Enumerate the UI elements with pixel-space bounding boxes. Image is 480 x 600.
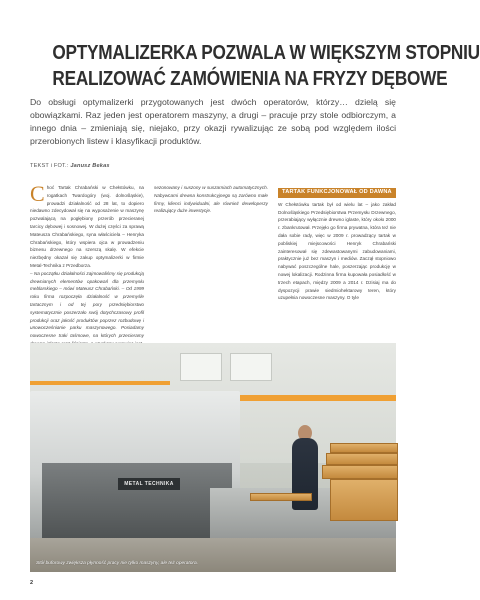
article-title — [52, 40, 480, 92]
byline — [30, 163, 110, 169]
byline-label: TEKST i FOT.: — [30, 163, 69, 169]
photo-crane-beam — [30, 381, 170, 385]
photo-wood-stack — [330, 479, 398, 521]
title-line-1: OPTYMALIZERKA POZWALA W WIĘKSZYM STOPNIU — [52, 41, 480, 64]
quote-paragraph: – Na początku działalności zajmowaliśmy się produkcją drewnianych elementów opakowań dla przemysłu meblarskiego – mówi Mateusz Chrabański. – Od 1999 roku firma rozpoczęła działalność w przemyśle tartacznym i od tej pory przedsiębiorstwo systematycznie poszerzało swój dotychczasowy profil produkcji oraz jakość produktów poprzez rozbudowę i unowocześnianie parku maszynowego. Posiadamy nowoczesne traki taśmowe, na których przecieramy — [30, 270, 144, 339]
paragraph: W Chełstówku tartak był od wielu lat – jako zakład Dolnośląskiego Przedsiębiorstwa Przemysłu Drzewnego, przerabiający wyłącznie drewno iglaste, który około 2000 r. zbankrutował. Przejęło go firma prywatna, która też nie dała sobie rady, więc w 2009 r. prowadzący tartak w pobliskiej miejscowości Henryk Chrabański zainteresował się zdewastowanymi zabudowaniami, praktycznie już bez maszyn i mediów. Zaczął stopniowo nabywać poszczególne hale, poszerzając produkcję w nowej lokalizacji. Rodzinna firma kupowała posiadłość w trzech etapach, między 2009 a 2014 r. Dzisiaj ma do dyspozycji prawie siedmiohektarowy teren, który uzupełnia nowoczesne maszyny. O tyle — [278, 201, 396, 301]
photo-wood-plank — [326, 453, 398, 465]
machine-logo: METAL TECHNIKA — [118, 478, 180, 490]
photo-window — [230, 353, 272, 381]
text-column-3 — [278, 184, 396, 302]
photo-caption: Stół buforowy zwiększa płynność pracy nie tylko maszyny, ale też operatora. — [36, 561, 199, 566]
photo-wood-plank — [322, 465, 398, 479]
text-column-1 — [30, 181, 144, 348]
article-photo — [30, 343, 396, 572]
photo-wood-plank — [330, 443, 398, 453]
paragraph: hoć Tartak Chrabański w Chełstówku, na rogatkach Twardogóry (woj. dolnośląskie), prowadzi działalność od 28 lat, to dopiero niedawno zdecydował się na wyposażenie w maszynę pozwalającą na pogłębiony przerób przecieranej tarcicy dębowej i sosnowej. W dużej części za sprawą Mateusza Chrabańskiego, syna właściciela – Henryka Chrabańskiego, który wspiera ojca w prowadzeniu biznesu drzewnego na szerszą skalę. W efekcie niezbędny okazał się zakup optymalizerki w firmie Metal-Technika z Przedborza. — [30, 185, 144, 268]
section-heading: TARTAK FUNKCJONOWAŁ OD DAWNA — [278, 188, 396, 198]
photo-floor — [30, 538, 396, 572]
byline-author: Janusz Bekas — [70, 163, 110, 169]
quote-paragraph: sezonowany i suszony w suszarniach automatycznych. Nabywcami drewna konstrukcyjnego są zarówno małe firmy, klienci indywidualni, ale również deweloperzy realizujący duże inwestycje. — [154, 185, 268, 214]
lead-paragraph: Do obsługi optymalizerki przygotowanych jest dwóch operatorów, którzy… dzielą się obowiązkami. Raz jeden jest operatorem maszyny, a drugi – pracuje przy stole odbiorczym, a innego dnia – zmieniają się, niejako, przy okazji rywalizując ze sobą pod względem ilości przerobionych listew i klasyfikacji produktów. — [30, 97, 396, 146]
text-column-2 — [154, 184, 268, 215]
photo-machine-base — [42, 463, 232, 543]
drop-cap: C — [30, 181, 45, 206]
photo-wood-plank — [250, 493, 312, 501]
title-line-2: REALIZOWAĆ ZAMÓWIENIA NA FRYZY DĘBOWE — [52, 67, 448, 90]
page-number: 2 — [30, 580, 34, 586]
photo-window — [180, 353, 222, 381]
